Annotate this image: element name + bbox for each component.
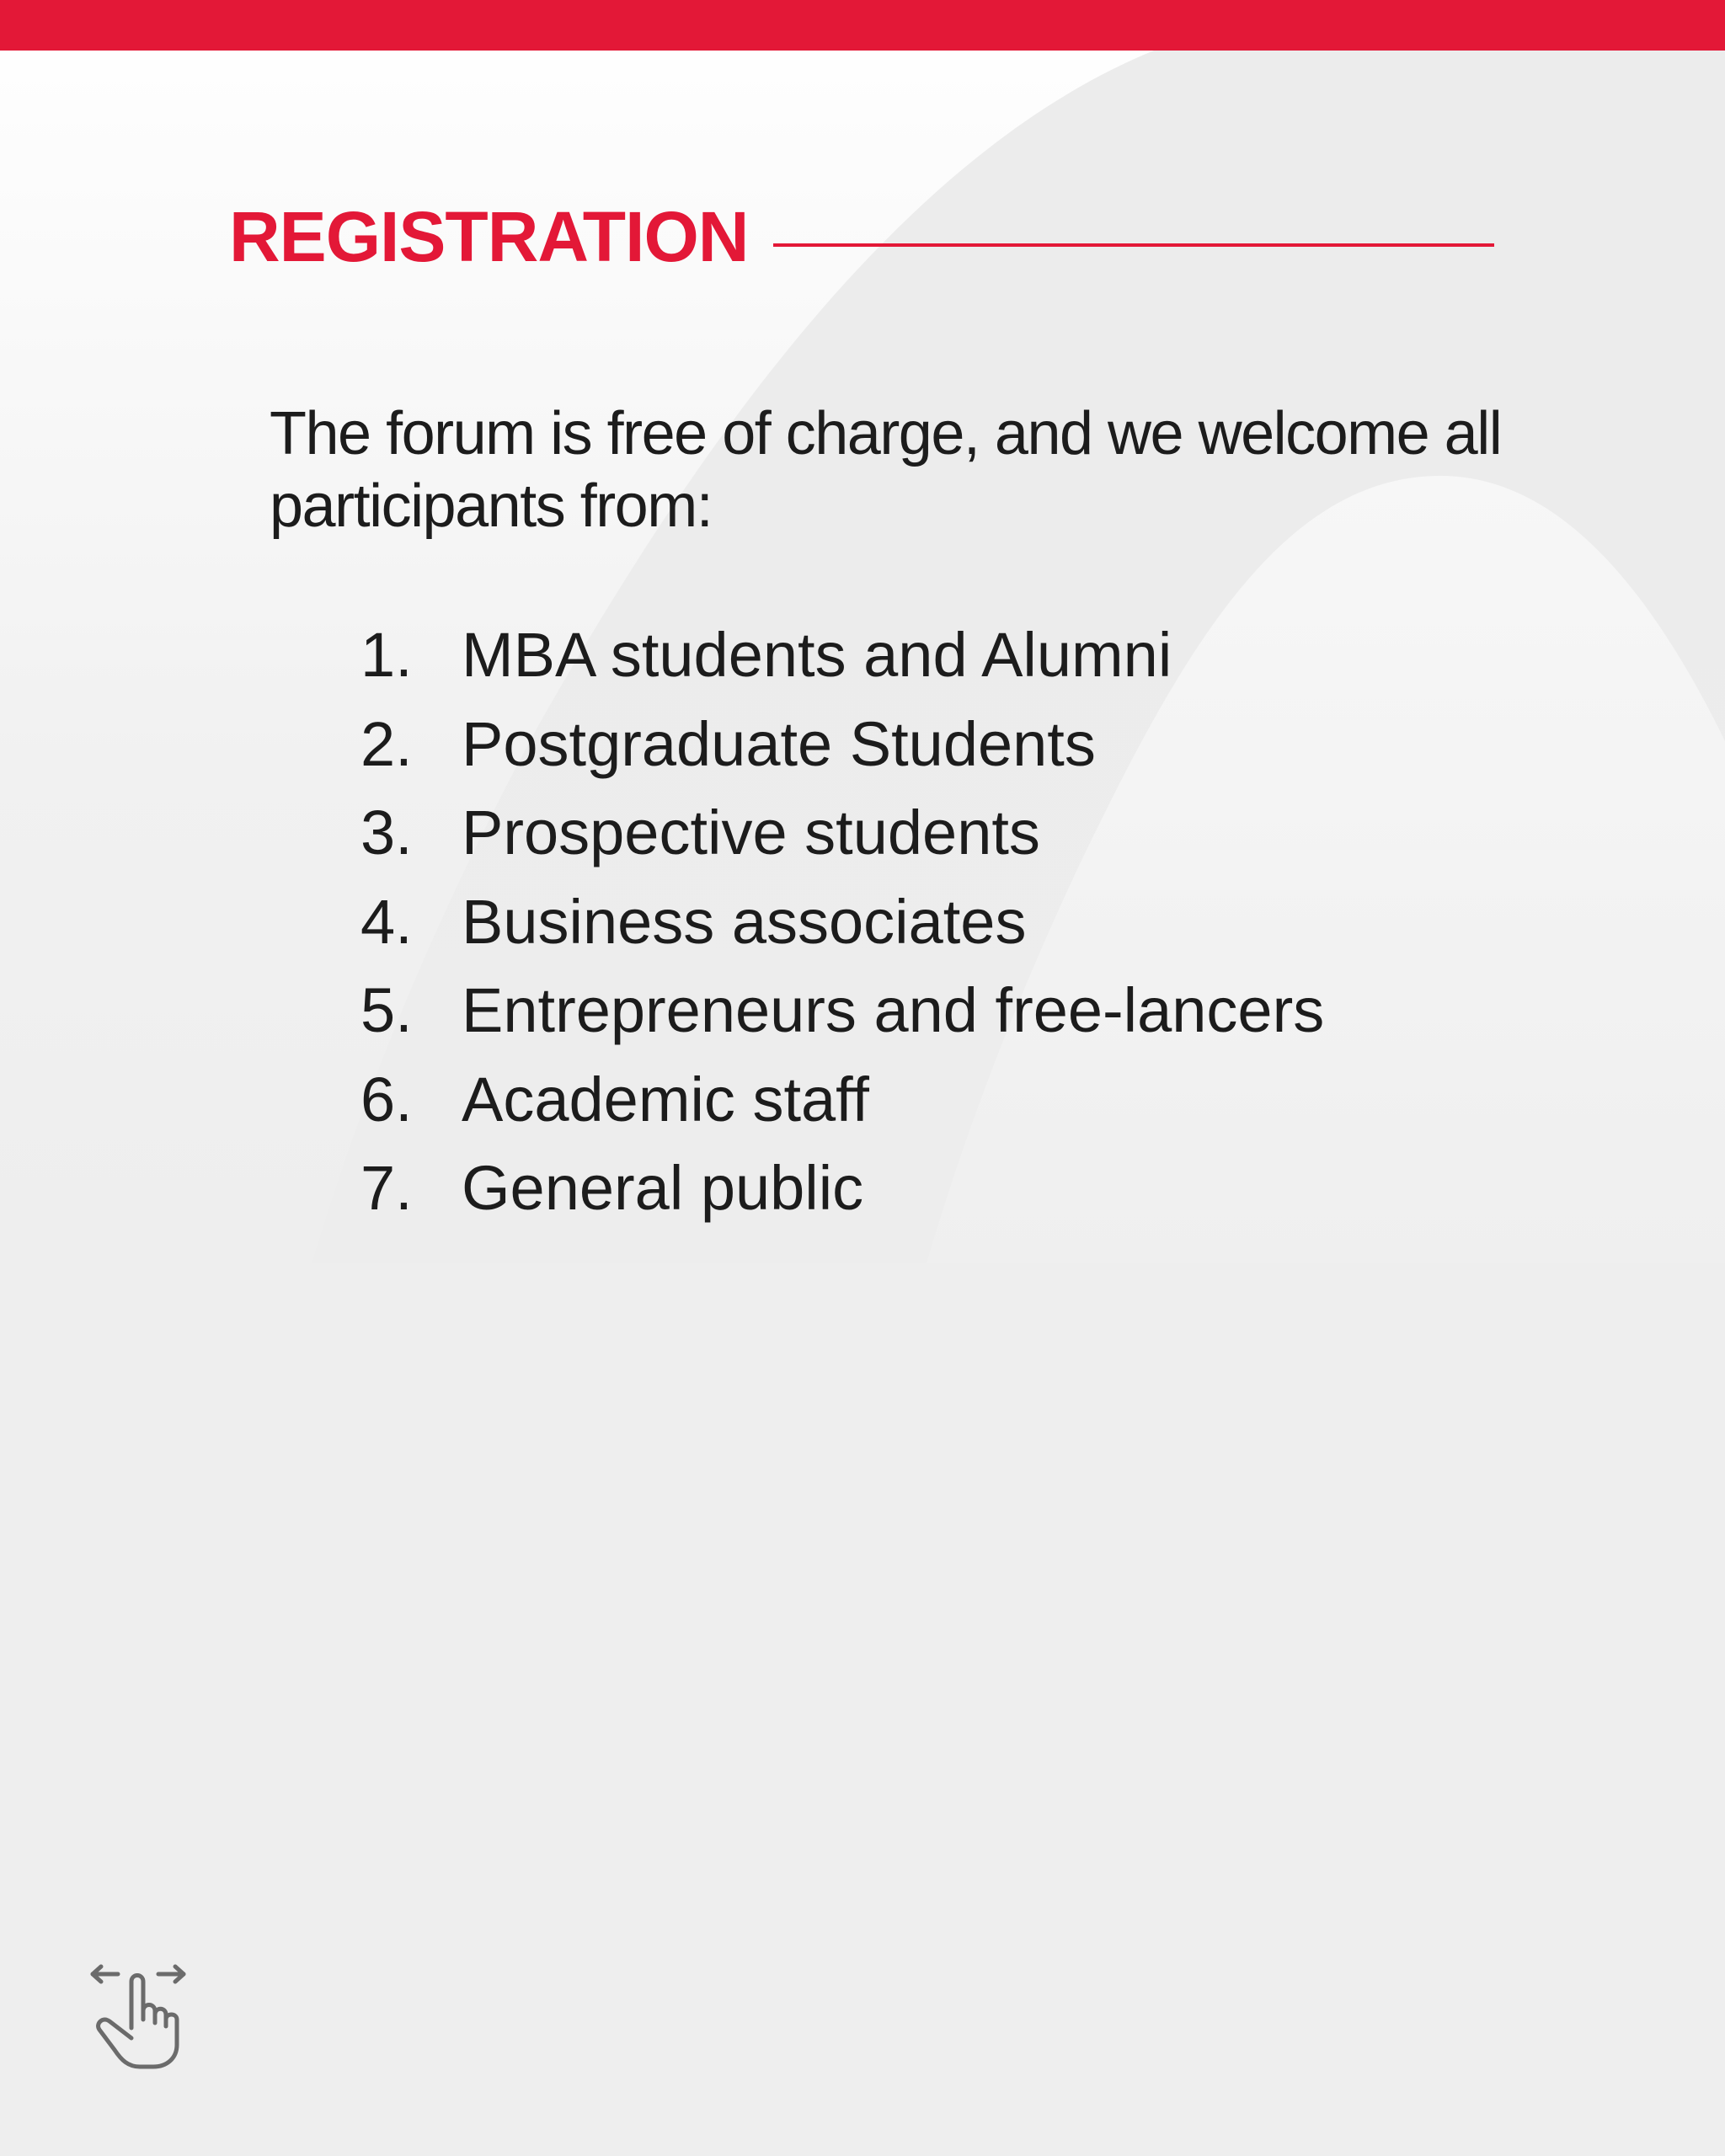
top-accent-bar [0,0,1725,51]
list-item-number: 7. [360,1153,413,1223]
swipe-hand-icon[interactable] [88,1961,189,2070]
list-item-label: Business associates [462,886,1027,957]
intro-text: The forum is free of charge, and we welcome all participants from: [270,400,1502,540]
list-item-number: 5. [360,975,413,1045]
list-item [360,1144,1540,1233]
list-item-number: 2. [360,708,413,779]
page-title: REGISTRATION [229,197,749,276]
list-item-number: 6. [360,1064,413,1134]
list-item-label: Postgraduate Students [462,708,1096,779]
list-item-number: 1. [360,620,413,690]
list-item [360,611,1540,700]
list-item-label: Prospective students [462,798,1040,867]
list-item [360,700,1540,789]
list-item-label: Academic staff [462,1064,869,1134]
list-item [360,966,1540,1055]
list-item [360,1055,1540,1145]
list-item-label: MBA students and Alumni [462,620,1172,690]
list-item-number: 3. [360,798,413,867]
list-item [360,878,1540,967]
list-item-number: 4. [360,886,413,957]
list-item-label: Entrepreneurs and free-lancers [462,975,1325,1045]
participant-list [360,611,1540,1233]
list-item [360,788,1540,878]
list-item-label: General public [462,1153,864,1223]
heading-row [229,190,1494,283]
heading-divider [773,243,1494,247]
